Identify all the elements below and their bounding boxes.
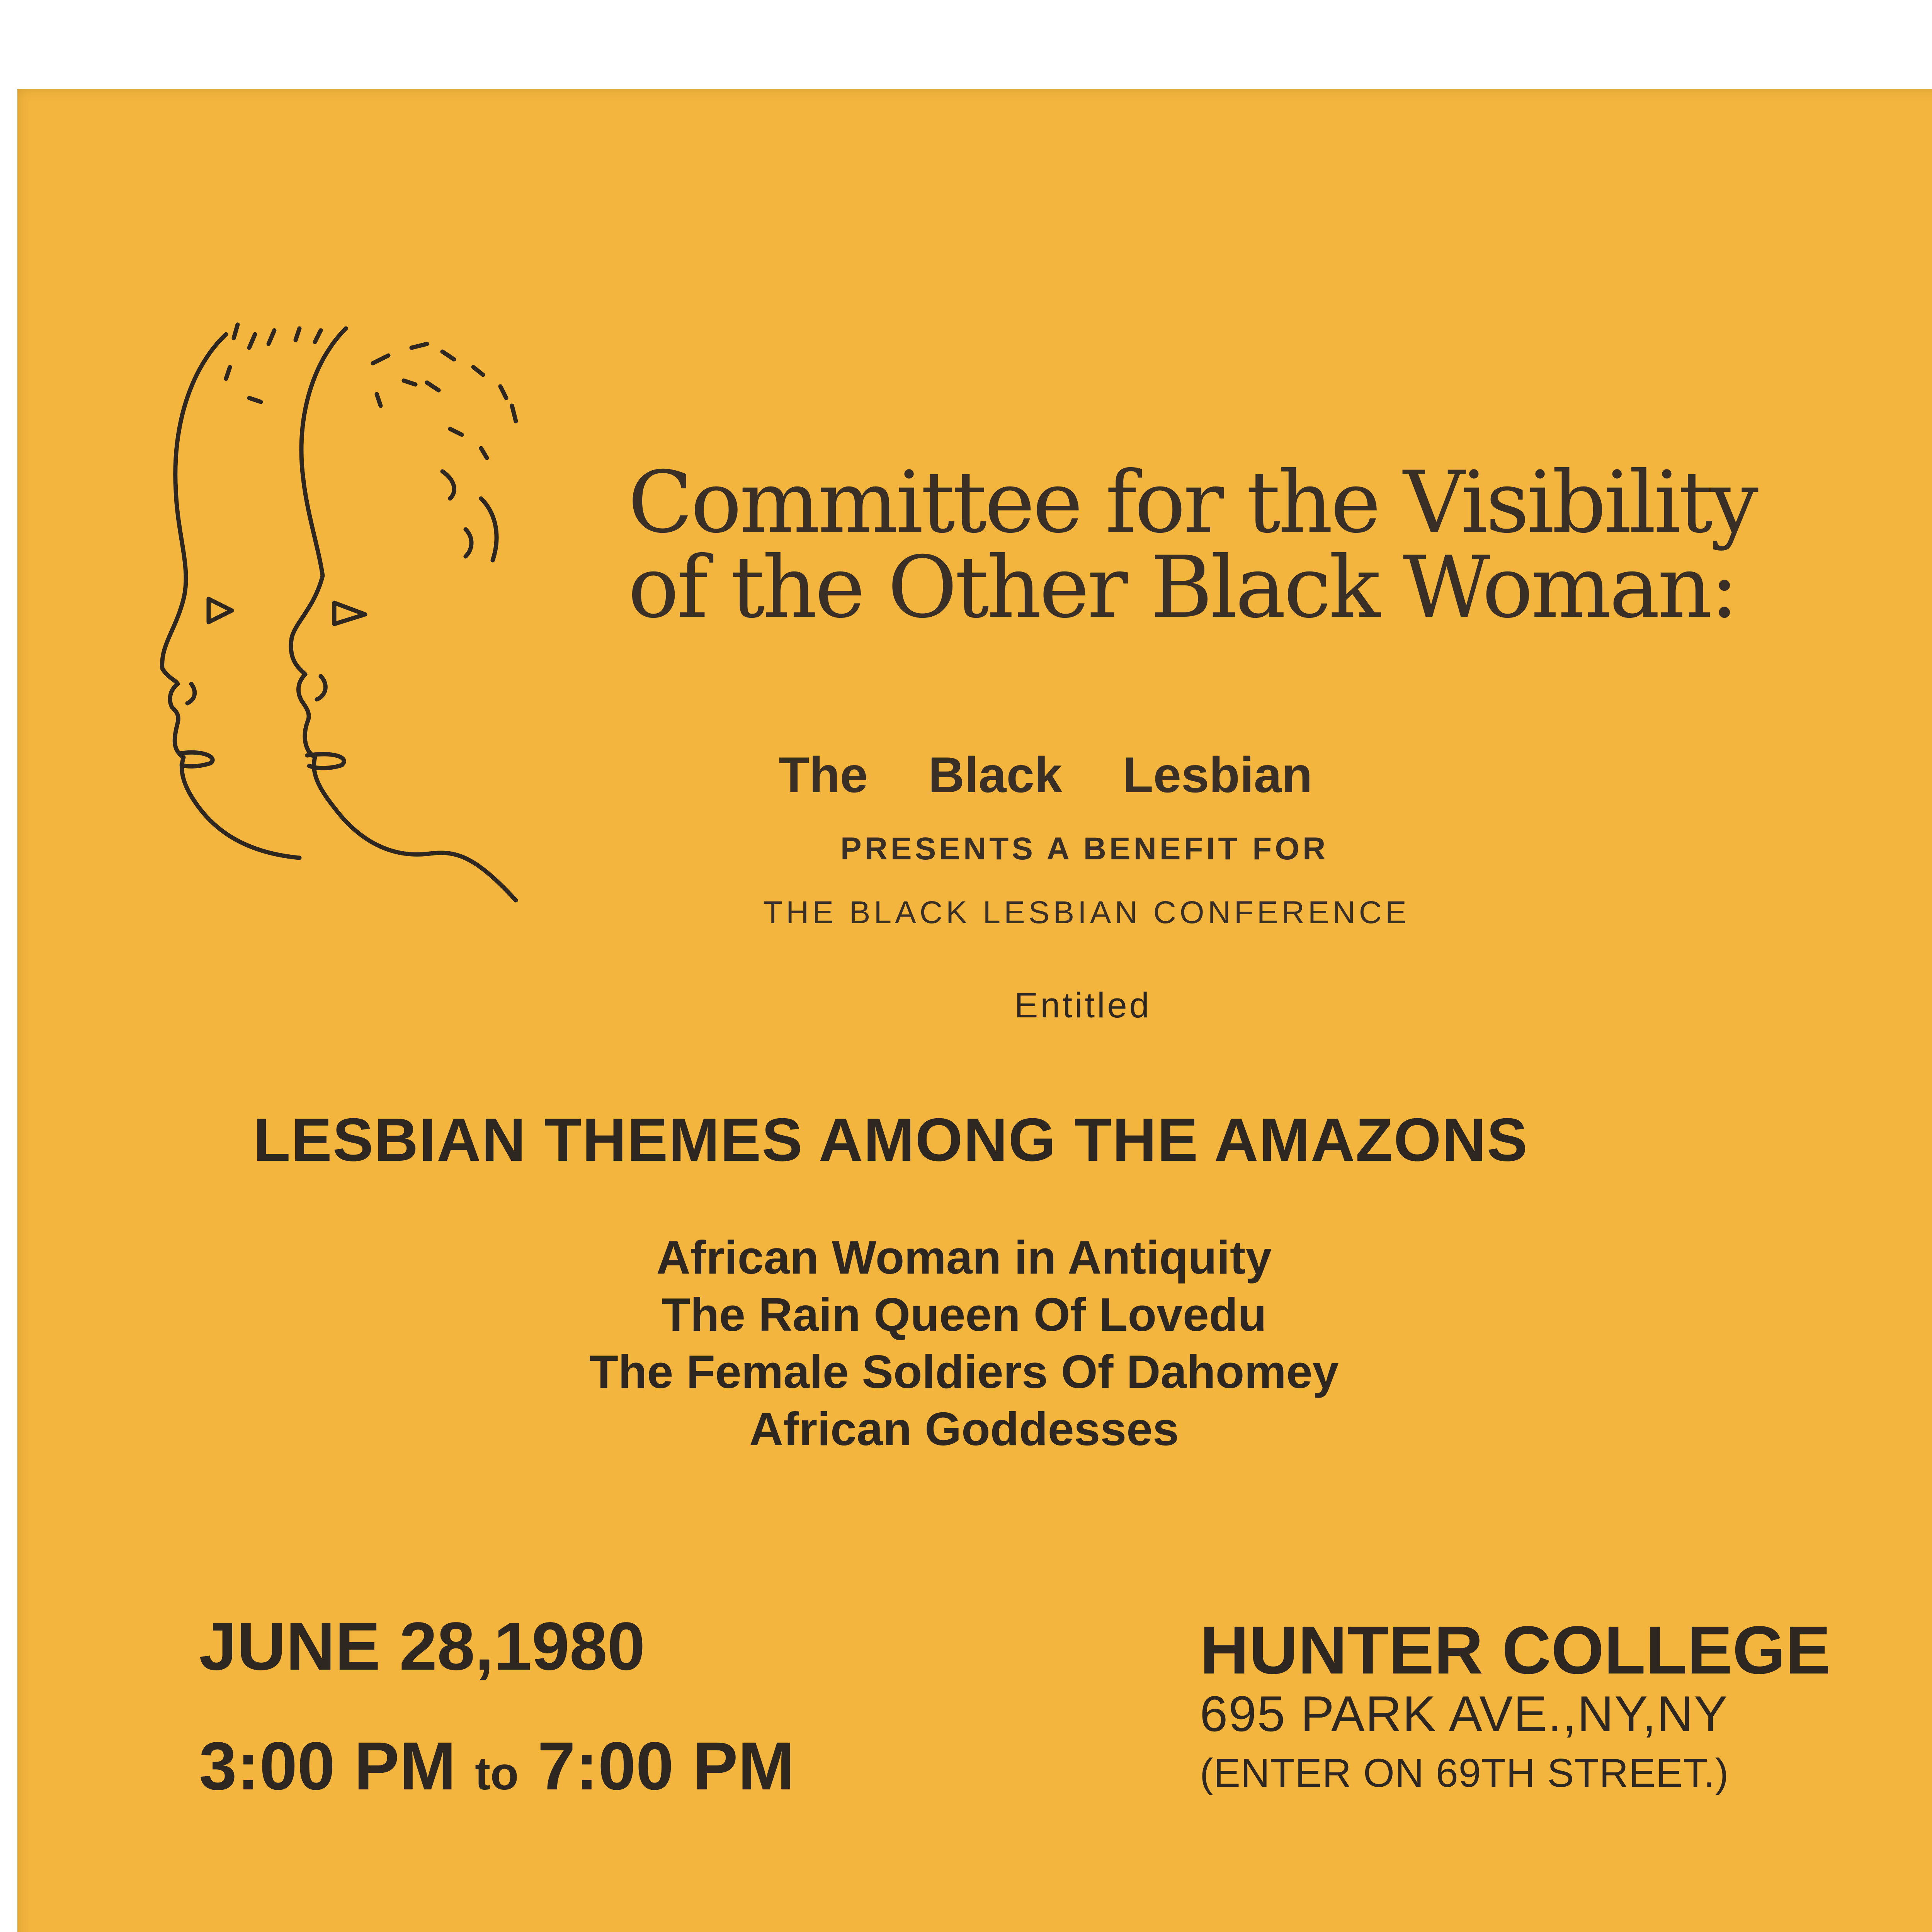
venue-name: HUNTER COLLEGE — [1200, 1612, 1831, 1688]
committee-title — [628, 453, 1756, 637]
title-line-1: Committee for the Visibility — [628, 453, 1756, 552]
time-end: 7:00 PM — [537, 1728, 795, 1804]
venue-address: 695 PARK AVE.,NY,NY — [1200, 1685, 1728, 1742]
event-time — [199, 1727, 794, 1805]
entitled-label: Entitled — [1014, 986, 1151, 1025]
topic-item: The Female Soldiers Of Dahomey — [589, 1345, 1339, 1398]
venue-entrance: (ENTER ON 69TH STREET.) — [1200, 1751, 1729, 1796]
time-to: to — [475, 1748, 519, 1799]
topic-item: African Woman in Antiquity — [656, 1231, 1272, 1284]
two-profile-faces-drawing — [133, 298, 605, 939]
title-line-2: of the Other Black Woman: — [628, 538, 1736, 637]
time-start: 3:00 PM — [199, 1728, 456, 1804]
conference-name: THE BLACK LESBIAN CONFERENCE — [763, 895, 1410, 930]
event-title: LESBIAN THEMES AMONG THE AMAZONS — [253, 1106, 1529, 1174]
event-date: JUNE 28,1980 — [199, 1609, 645, 1684]
flyer-page — [17, 89, 1932, 1932]
topics-list — [442, 1229, 1486, 1458]
topic-item: African Goddesses — [749, 1403, 1179, 1455]
subtitle-black-lesbian: The Black Lesbian — [779, 747, 1313, 803]
presents-benefit: PRESENTS A BENEFIT FOR — [840, 831, 1329, 866]
topic-item: The Rain Queen Of Lovedu — [662, 1288, 1267, 1341]
